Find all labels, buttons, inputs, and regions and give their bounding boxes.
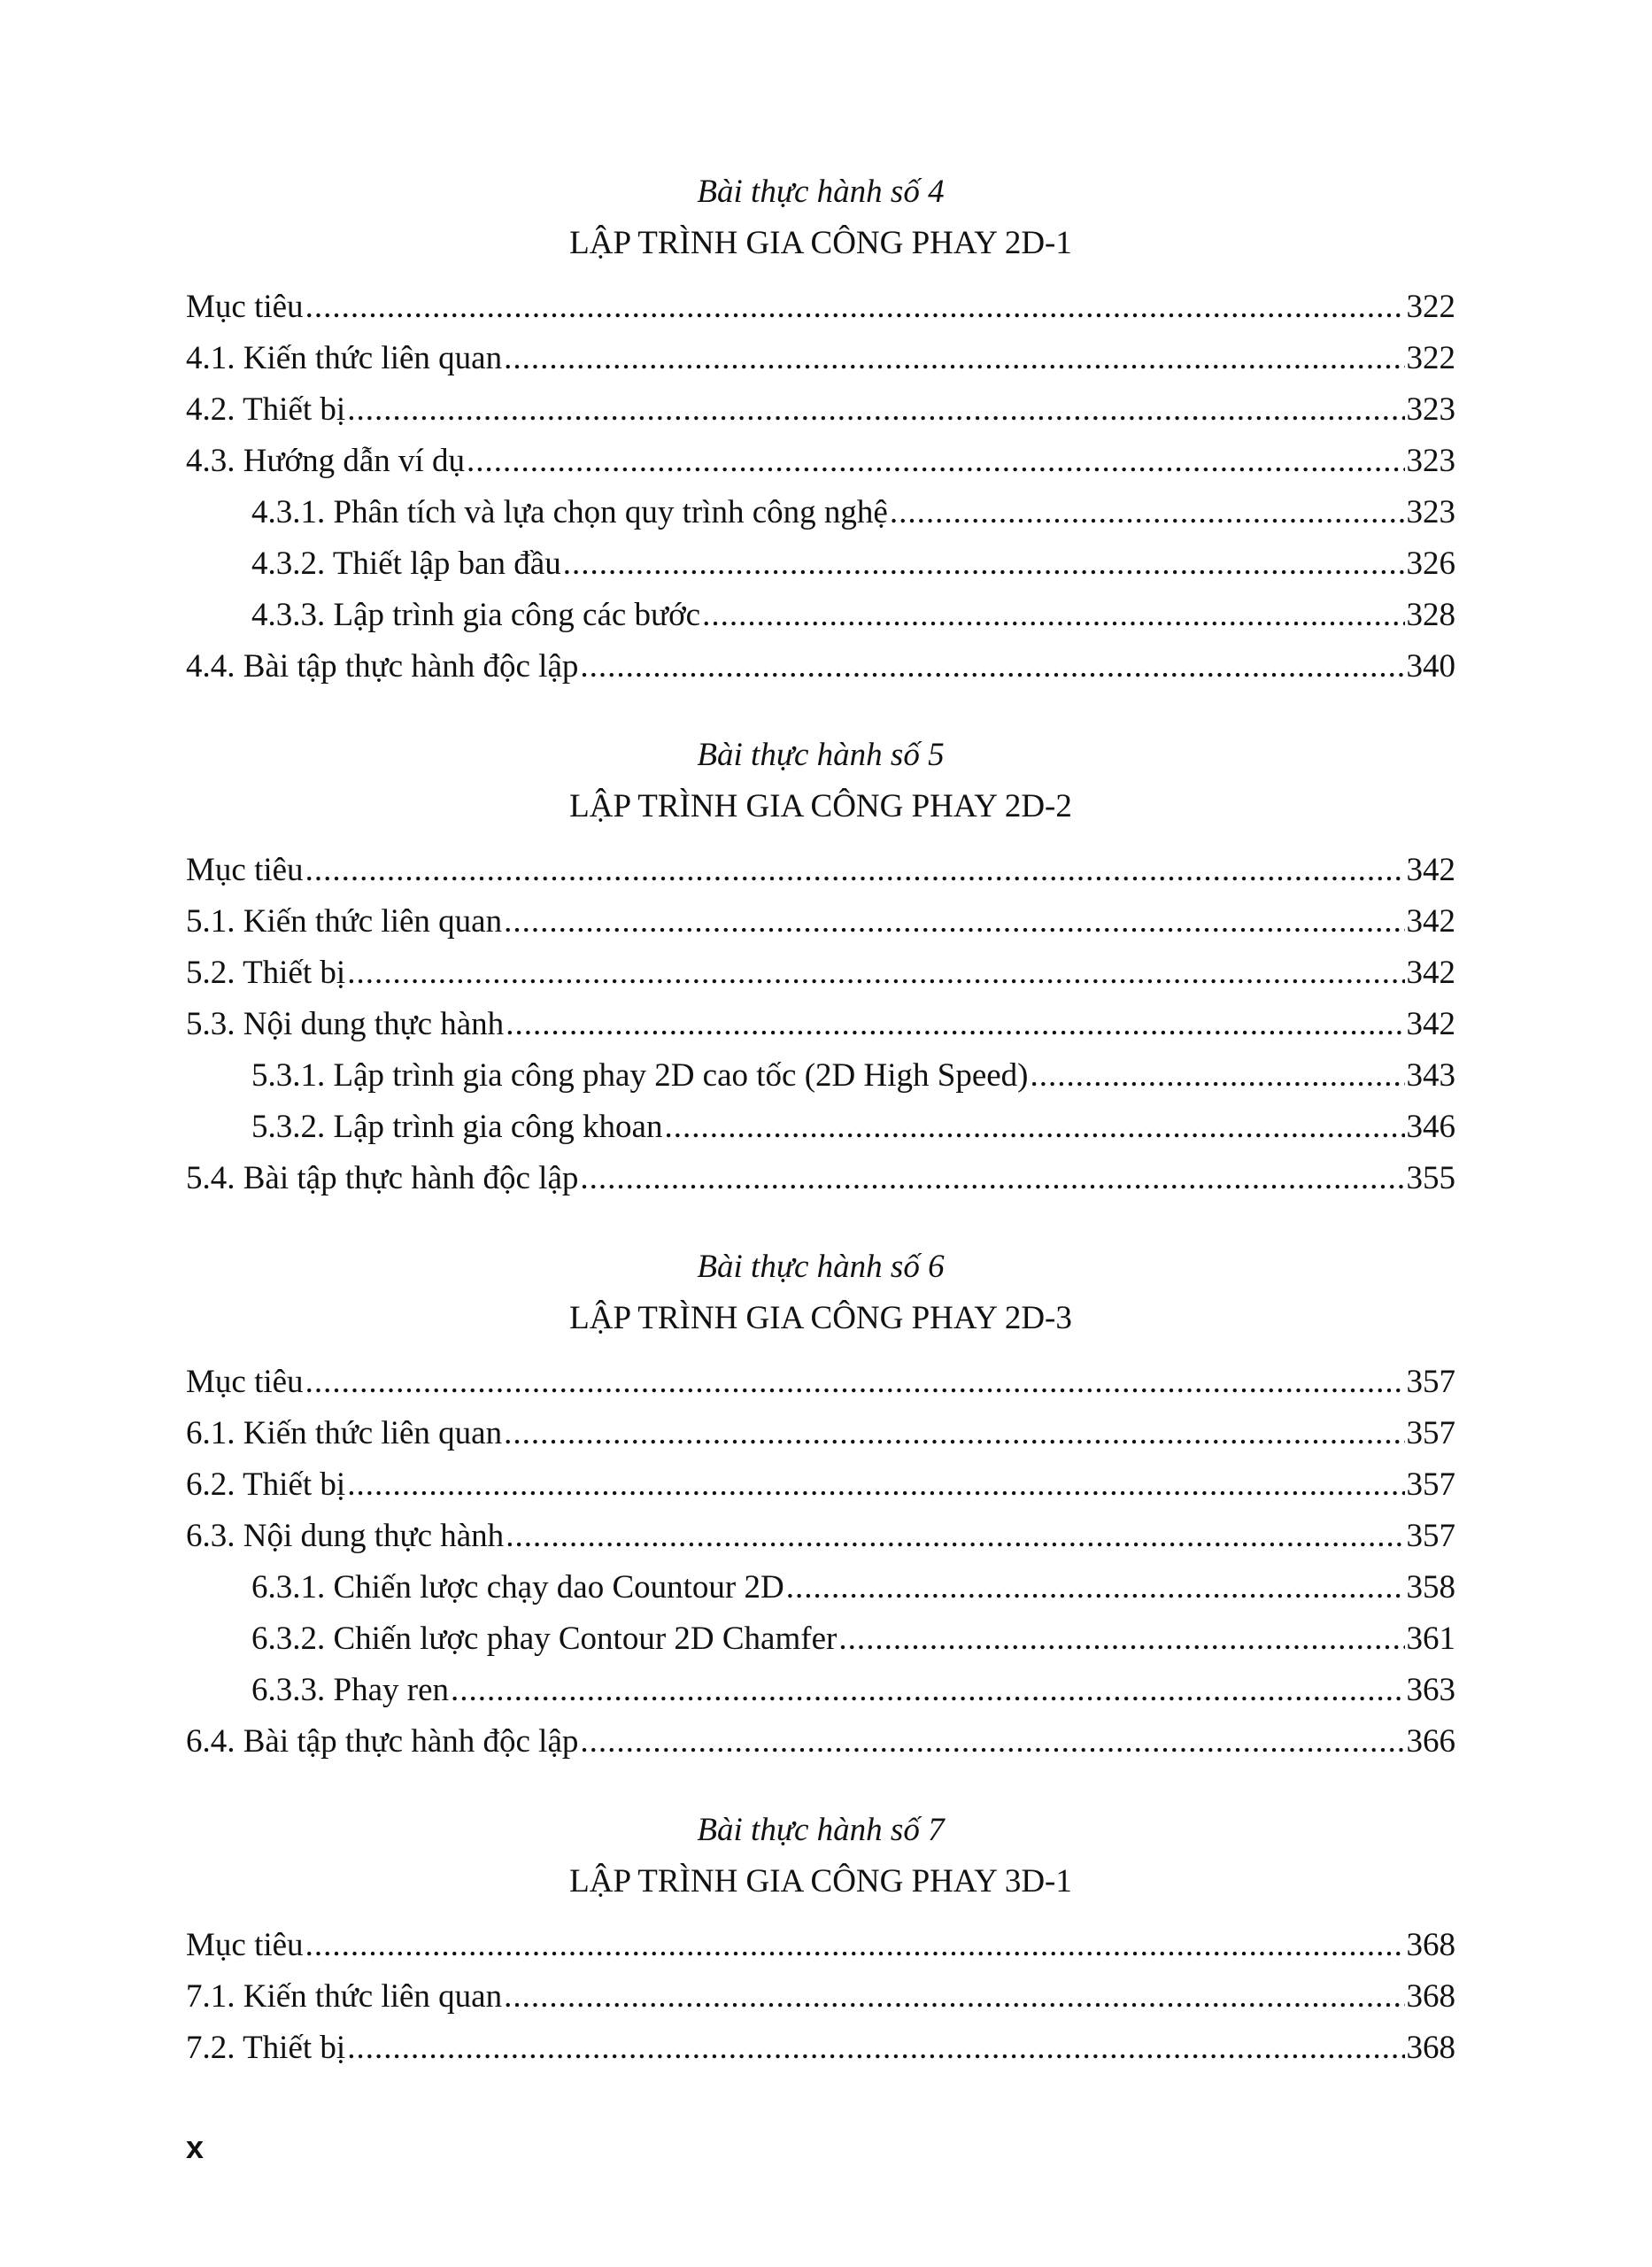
toc-entry[interactable]: [186, 641, 1455, 692]
toc-entry[interactable]: [186, 2023, 1455, 2074]
dot-leader: [504, 333, 1404, 384]
page-number: x: [186, 2129, 205, 2165]
dot-leader: [504, 1971, 1404, 2023]
toc-entry-page: 342: [1406, 955, 1455, 991]
dot-leader: [347, 384, 1404, 436]
dot-leader: [786, 1562, 1405, 1613]
toc-entry-page: 323: [1406, 443, 1455, 479]
toc-entry-title: 6.4. Bài tập thực hành độc lập: [186, 1723, 579, 1760]
toc-entry[interactable]: [186, 948, 1455, 999]
toc-entry-page: 357: [1406, 1518, 1455, 1554]
toc-entry-page: 322: [1406, 340, 1455, 376]
toc-entry-page: 323: [1406, 494, 1455, 530]
toc-entry-title: 6.1. Kiến thức liên quan: [186, 1415, 503, 1451]
toc-entry-page: 363: [1406, 1672, 1455, 1708]
table-of-contents: [186, 166, 1455, 2074]
dot-leader: [504, 1408, 1404, 1459]
toc-entry-title: 6.3.2. Chiến lược phay Contour 2D Chamfer: [251, 1621, 838, 1657]
dot-leader: [702, 590, 1404, 641]
dot-leader: [305, 1357, 1405, 1408]
toc-entry-title: 4.3. Hướng dẫn ví dụ: [186, 443, 466, 479]
toc-entry[interactable]: [186, 1511, 1455, 1562]
dot-leader: [1031, 1050, 1405, 1102]
toc-entry-title: 6.3.3. Phay ren: [251, 1672, 449, 1708]
toc-entry-page: 368: [1406, 1927, 1455, 1963]
section-label: Bài thực hành số 4: [697, 174, 945, 210]
dot-leader: [890, 487, 1405, 538]
dot-leader: [305, 282, 1405, 333]
toc-entry[interactable]: [186, 896, 1455, 948]
dot-leader: [347, 2023, 1404, 2074]
toc-entry[interactable]: [186, 1716, 1455, 1768]
dot-leader: [467, 436, 1404, 487]
toc-entry[interactable]: [186, 1153, 1455, 1204]
toc-entry-page: 346: [1406, 1109, 1455, 1145]
section-spacer: [186, 1768, 1455, 1805]
dot-leader: [347, 948, 1404, 999]
section-title: LẬP TRÌNH GIA CÔNG PHAY 3D-1: [569, 1863, 1072, 1899]
toc-entry-page: 328: [1406, 597, 1455, 633]
toc-entry[interactable]: [186, 1408, 1455, 1459]
section-title: LẬP TRÌNH GIA CÔNG PHAY 2D-1: [569, 225, 1072, 261]
dot-leader: [504, 896, 1404, 948]
toc-entry[interactable]: [186, 1102, 1455, 1153]
toc-entry-page: 357: [1406, 1466, 1455, 1503]
toc-entry[interactable]: [186, 538, 1455, 590]
toc-entry[interactable]: [186, 1665, 1455, 1716]
dot-leader: [580, 641, 1404, 692]
toc-entry-title: 6.3. Nội dung thực hành: [186, 1518, 505, 1554]
toc-entry-title: 6.3.1. Chiến lược chạy dao Countour 2D: [251, 1569, 784, 1605]
toc-entry[interactable]: [186, 1459, 1455, 1511]
toc-entry-title: 5.4. Bài tập thực hành độc lập: [186, 1160, 579, 1196]
toc-entry-page: 323: [1406, 391, 1455, 428]
toc-entry-title: 5.2. Thiết bị: [186, 955, 346, 991]
toc-entry[interactable]: [186, 1357, 1455, 1408]
toc-entry-title: Mục tiêu: [186, 1364, 304, 1400]
toc-entry[interactable]: [186, 1562, 1455, 1613]
toc-entry-page: 342: [1406, 903, 1455, 940]
toc-entry-title: 5.3. Nội dung thực hành: [186, 1006, 505, 1042]
toc-entry-page: 355: [1406, 1160, 1455, 1196]
section-heading: [186, 1242, 1455, 1344]
toc-entry[interactable]: [186, 590, 1455, 641]
toc-entry-title: 5.3.2. Lập trình gia công khoan: [251, 1109, 663, 1145]
dot-leader: [664, 1102, 1404, 1153]
toc-entry[interactable]: [186, 845, 1455, 896]
dot-leader: [347, 1459, 1404, 1511]
dot-leader: [451, 1665, 1405, 1716]
toc-entry-page: 343: [1406, 1057, 1455, 1094]
section-label: Bài thực hành số 7: [697, 1812, 945, 1848]
toc-entry-page: 342: [1406, 852, 1455, 888]
toc-entry-title: 4.4. Bài tập thực hành độc lập: [186, 648, 579, 685]
toc-entry[interactable]: [186, 333, 1455, 384]
section-heading: [186, 1805, 1455, 1907]
toc-entry[interactable]: [186, 384, 1455, 436]
dot-leader: [506, 999, 1404, 1050]
dot-leader: [563, 538, 1405, 590]
toc-entry-page: 361: [1406, 1621, 1455, 1657]
toc-entry-page: 340: [1406, 648, 1455, 685]
toc-entry[interactable]: [186, 999, 1455, 1050]
dot-leader: [305, 845, 1405, 896]
section-label: Bài thực hành số 6: [697, 1249, 945, 1285]
toc-entry-title: Mục tiêu: [186, 852, 304, 888]
toc-entry-title: 5.3.1. Lập trình gia công phay 2D cao tốc (2D High Speed): [251, 1057, 1029, 1094]
toc-entry-title: 6.2. Thiết bị: [186, 1466, 346, 1503]
toc-entry[interactable]: [186, 1920, 1455, 1971]
toc-entry[interactable]: [186, 282, 1455, 333]
toc-entry[interactable]: [186, 1050, 1455, 1102]
toc-entry-title: 4.1. Kiến thức liên quan: [186, 340, 503, 376]
toc-entry-title: 4.3.3. Lập trình gia công các bước: [251, 597, 701, 633]
toc-entry-page: 357: [1406, 1364, 1455, 1400]
toc-entry-title: 4.3.1. Phân tích và lựa chọn quy trình công nghệ: [251, 494, 888, 530]
toc-entry-title: 5.1. Kiến thức liên quan: [186, 903, 503, 940]
toc-entry[interactable]: [186, 436, 1455, 487]
toc-entry-title: Mục tiêu: [186, 1927, 304, 1963]
toc-entry-page: 358: [1406, 1569, 1455, 1605]
toc-entry-page: 366: [1406, 1723, 1455, 1760]
toc-entry[interactable]: [186, 487, 1455, 538]
toc-entry-page: 342: [1406, 1006, 1455, 1042]
toc-entry-title: 7.2. Thiết bị: [186, 2030, 346, 2066]
dot-leader: [506, 1511, 1404, 1562]
toc-entry[interactable]: [186, 1613, 1455, 1665]
toc-entry-page: 357: [1406, 1415, 1455, 1451]
dot-leader: [838, 1613, 1404, 1665]
section-heading: [186, 730, 1455, 832]
toc-entry-title: 7.1. Kiến thức liên quan: [186, 1978, 503, 2015]
section-heading: [186, 166, 1455, 269]
toc-entry-page: 322: [1406, 289, 1455, 325]
section-title: LẬP TRÌNH GIA CÔNG PHAY 2D-2: [569, 788, 1072, 824]
toc-entry-page: 368: [1406, 1978, 1455, 2015]
toc-entry[interactable]: [186, 1971, 1455, 2023]
toc-entry-title: Mục tiêu: [186, 289, 304, 325]
toc-entry-page: 326: [1406, 545, 1455, 582]
dot-leader: [580, 1153, 1404, 1204]
section-label: Bài thực hành số 5: [697, 737, 945, 773]
dot-leader: [580, 1716, 1404, 1768]
section-spacer: [186, 1204, 1455, 1242]
toc-entry-page: 368: [1406, 2030, 1455, 2066]
section-spacer: [186, 692, 1455, 730]
toc-entry-title: 4.3.2. Thiết lập ban đầu: [251, 545, 561, 582]
dot-leader: [305, 1920, 1405, 1971]
section-title: LẬP TRÌNH GIA CÔNG PHAY 2D-3: [569, 1300, 1072, 1336]
toc-entry-title: 4.2. Thiết bị: [186, 391, 346, 428]
